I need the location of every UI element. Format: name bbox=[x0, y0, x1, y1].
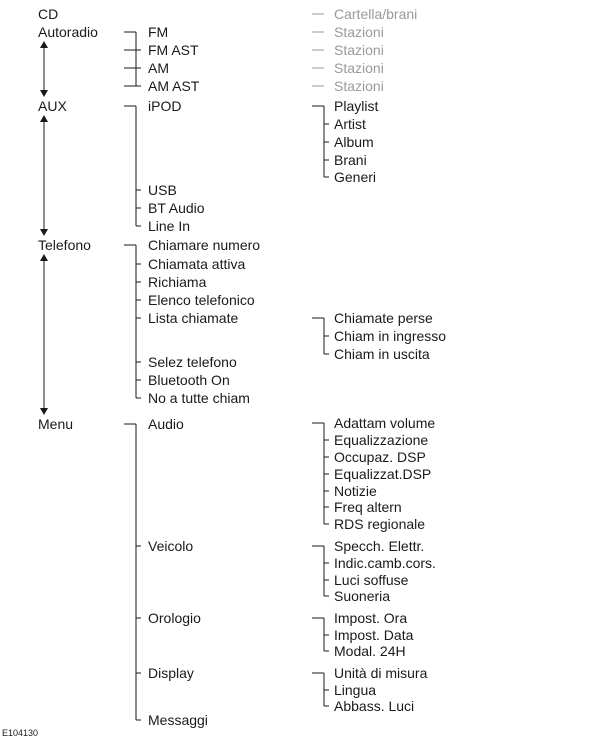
node-labels bbox=[38, 6, 446, 728]
option-equalizzazione: Equalizzazione bbox=[334, 432, 429, 448]
option-stazioni: Stazioni bbox=[334, 60, 384, 76]
option-unit-di-misura: Unità di misura bbox=[334, 665, 428, 681]
submenu-item-audio: Audio bbox=[148, 416, 184, 432]
arrow-down-icon bbox=[40, 90, 48, 97]
option-chiam-in-ingresso: Chiam in ingresso bbox=[334, 328, 447, 344]
option-impost-data: Impost. Data bbox=[334, 627, 414, 643]
option-cartella-brani: Cartella/brani bbox=[334, 6, 418, 22]
top-item-telefono: Telefono bbox=[38, 237, 91, 253]
top-item-aux: AUX bbox=[38, 98, 67, 114]
option-stazioni: Stazioni bbox=[334, 24, 384, 40]
option-abbass-luci: Abbass. Luci bbox=[334, 698, 415, 714]
option-stazioni: Stazioni bbox=[334, 42, 384, 58]
option-chiam-in-uscita: Chiam in uscita bbox=[334, 346, 430, 362]
submenu-item-chiamata-attiva: Chiamata attiva bbox=[148, 256, 246, 272]
option-occupaz-dsp: Occupaz. DSP bbox=[334, 449, 426, 465]
submenu-item-selez-telefono: Selez telefono bbox=[148, 354, 237, 370]
option-freq-altern: Freq altern bbox=[334, 499, 402, 515]
option-stazioni: Stazioni bbox=[334, 78, 384, 94]
submenu-item-display: Display bbox=[148, 665, 194, 681]
submenu-item-elenco-telefonico: Elenco telefonico bbox=[148, 292, 255, 308]
submenu-item-am: AM bbox=[148, 60, 169, 76]
option-brani: Brani bbox=[334, 152, 367, 168]
option-chiamate-perse: Chiamate perse bbox=[334, 310, 433, 326]
top-item-autoradio: Autoradio bbox=[38, 24, 98, 40]
submenu-item-fm: FM bbox=[148, 24, 169, 40]
submenu-item-fm-ast: FM AST bbox=[148, 42, 199, 58]
option-adattam-volume: Adattam volume bbox=[334, 415, 436, 431]
submenu-item-veicolo: Veicolo bbox=[148, 538, 194, 554]
option-equalizzat-dsp: Equalizzat.DSP bbox=[334, 466, 432, 482]
submenu-item-chiamare-numero: Chiamare numero bbox=[148, 237, 261, 253]
option-modal-24h: Modal. 24H bbox=[334, 643, 406, 659]
arrow-down-icon bbox=[40, 229, 48, 236]
submenu-item-line-in: Line In bbox=[148, 218, 191, 234]
submenu-item-no-a-tutte-chiam: No a tutte chiam bbox=[148, 390, 250, 406]
submenu-item-richiama: Richiama bbox=[148, 274, 207, 290]
top-item-menu: Menu bbox=[38, 416, 74, 432]
submenu-item-bt-audio: BT Audio bbox=[148, 200, 205, 216]
option-indic-camb-cors: Indic.camb.cors. bbox=[334, 555, 436, 571]
submenu-item-usb: USB bbox=[148, 182, 177, 198]
option-rds-regionale: RDS regionale bbox=[334, 516, 426, 532]
top-item-cd: CD bbox=[38, 6, 59, 22]
submenu-item-lista-chiamate: Lista chiamate bbox=[148, 310, 239, 326]
arrow-up-icon bbox=[40, 115, 48, 122]
option-luci-soffuse: Luci soffuse bbox=[334, 572, 409, 588]
submenu-item-ipod: iPOD bbox=[148, 98, 182, 114]
arrow-up-icon bbox=[40, 41, 48, 48]
option-artist: Artist bbox=[334, 116, 366, 132]
arrow-down-icon bbox=[40, 408, 48, 415]
option-lingua: Lingua bbox=[334, 682, 377, 698]
option-specch-elettr: Specch. Elettr. bbox=[334, 538, 425, 554]
option-album: Album bbox=[334, 134, 374, 150]
submenu-item-messaggi: Messaggi bbox=[148, 712, 208, 728]
submenu-item-bluetooth-on: Bluetooth On bbox=[148, 372, 230, 388]
arrow-up-icon bbox=[40, 254, 48, 261]
submenu-item-am-ast: AM AST bbox=[148, 78, 200, 94]
option-notizie: Notizie bbox=[334, 483, 377, 499]
submenu-item-orologio: Orologio bbox=[148, 610, 201, 626]
option-impost-ora: Impost. Ora bbox=[334, 610, 408, 626]
option-playlist: Playlist bbox=[334, 98, 379, 114]
figure-code: E104130 bbox=[2, 728, 39, 738]
option-generi: Generi bbox=[334, 169, 377, 185]
option-suoneria: Suoneria bbox=[334, 588, 391, 604]
